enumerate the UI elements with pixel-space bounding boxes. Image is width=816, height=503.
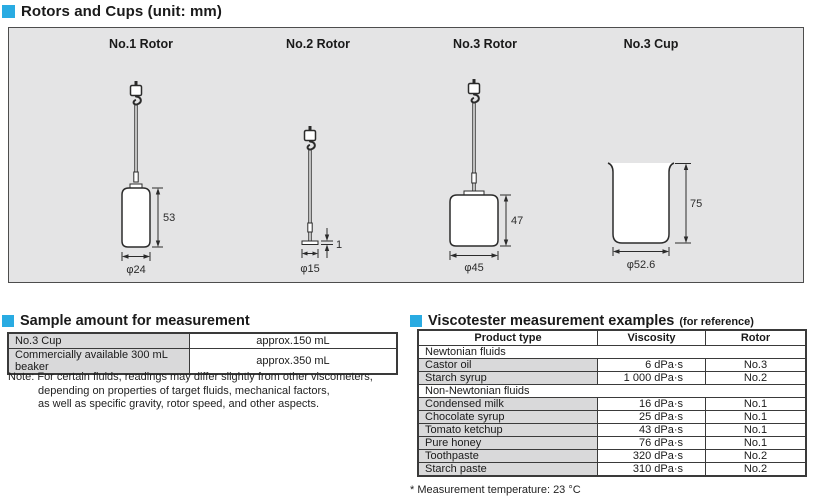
viscotester-title-text: Viscotester measurement examples: [428, 313, 675, 329]
dim-cup-diameter: φ52.6: [626, 259, 656, 271]
viscotester-title-suffix: (for reference): [679, 316, 754, 328]
product-cell: Toothpaste: [419, 450, 598, 463]
table-row: [419, 398, 806, 411]
viscosity-cell: 6 dPa·s: [598, 359, 706, 372]
note-line: as well as specific gravity, rotor speed, and other aspects.: [38, 398, 320, 410]
table-row: [419, 463, 806, 476]
measurement-temperature-footnote: * Measurement temperature: 23 °C: [410, 484, 581, 496]
sample-amount-table: [8, 333, 397, 374]
no2-rotor-figure: [302, 126, 318, 245]
sample-section-title: [2, 313, 250, 329]
rotor-cell: No.1: [706, 398, 806, 411]
rotor-cell: No.1: [706, 437, 806, 450]
col-header-product: Product type: [419, 331, 598, 346]
label-no2-rotor: No.2 Rotor: [286, 37, 350, 51]
table-row: [9, 349, 397, 374]
table-header-row: [419, 331, 806, 346]
section-bullet-icon: [2, 5, 15, 18]
category-row: [419, 346, 806, 359]
dim-no2-thickness: 1: [336, 239, 343, 251]
sample-title-text: Sample amount for measurement: [20, 313, 250, 329]
label-no1-rotor: No.1 Rotor: [109, 37, 173, 51]
no1-rotor-figure: [122, 81, 150, 247]
sample-amount: approx.350 mL: [190, 349, 397, 374]
rotor-cell: No.1: [706, 411, 806, 424]
sample-item: Commercially available 300 mL beaker: [9, 349, 190, 374]
dim-no3-height: 47: [511, 215, 524, 227]
viscotester-section-title: [410, 313, 754, 329]
no3-rotor-figure: [450, 79, 498, 246]
rotor-cell: No.2: [706, 450, 806, 463]
section-bullet-icon: [2, 315, 14, 327]
viscotester-table: [418, 330, 806, 476]
rotor-cell: No.3: [706, 359, 806, 372]
viscosity-cell: 310 dPa·s: [598, 463, 706, 476]
category-label: Non-Newtonian fluids: [419, 385, 806, 398]
rotors-title-text: Rotors and Cups (unit: mm): [21, 3, 222, 20]
label-no3-cup: No.3 Cup: [623, 37, 679, 51]
table-row: [419, 437, 806, 450]
product-cell: Castor oil: [419, 359, 598, 372]
no2-rotor-dimensions: [300, 228, 342, 275]
product-cell: Condensed milk: [419, 398, 598, 411]
section-bullet-icon: [410, 315, 422, 327]
dim-no2-diameter: φ15: [300, 263, 320, 275]
viscosity-cell: 16 dPa·s: [598, 398, 706, 411]
label-no3-rotor: No.3 Rotor: [453, 37, 517, 51]
table-row: [419, 359, 806, 372]
rotor-cell: No.2: [706, 463, 806, 476]
table-row: [419, 411, 806, 424]
category-row: [419, 385, 806, 398]
product-cell: Pure honey: [419, 437, 598, 450]
no3-cup-diagram: [595, 155, 705, 280]
category-label: Newtonian fluids: [419, 346, 806, 359]
col-header-rotor: Rotor: [706, 331, 806, 346]
product-cell: Chocolate syrup: [419, 411, 598, 424]
dim-no1-diameter: φ24: [126, 264, 146, 276]
rotor-cell: No.2: [706, 372, 806, 385]
viscosity-cell: 320 dPa·s: [598, 450, 706, 463]
note-line: Note: For certain fluids, readings may differ slightly from other viscometers,: [8, 371, 373, 383]
viscosity-cell: 76 dPa·s: [598, 437, 706, 450]
no2-rotor-diagram: [275, 125, 365, 280]
note-line: depending on properties of target fluids, mechanical factors,: [38, 384, 330, 397]
viscosity-cell: 1 000 dPa·s: [598, 372, 706, 385]
dim-no1-height: 53: [163, 212, 176, 224]
col-header-viscosity: Viscosity: [598, 331, 706, 346]
rotors-section-title: [2, 3, 222, 20]
table-row: [419, 424, 806, 437]
viscosity-cell: 43 dPa·s: [598, 424, 706, 437]
sample-item: No.3 Cup: [9, 334, 190, 349]
dim-cup-height: 75: [690, 198, 703, 210]
table-row: [9, 334, 397, 349]
no1-rotor-diagram: [105, 80, 180, 280]
product-cell: Starch syrup: [419, 372, 598, 385]
sample-note: [8, 371, 373, 412]
no3-cup-figure: [608, 163, 674, 243]
viscosity-cell: 25 dPa·s: [598, 411, 706, 424]
product-cell: Starch paste: [419, 463, 598, 476]
no3-rotor-diagram: [435, 78, 535, 278]
product-cell: Tomato ketchup: [419, 424, 598, 437]
dim-no3-diameter: φ45: [464, 262, 484, 274]
rotor-cell: No.1: [706, 424, 806, 437]
table-row: [419, 372, 806, 385]
sample-amount: approx.150 mL: [190, 334, 397, 349]
table-row: [419, 450, 806, 463]
